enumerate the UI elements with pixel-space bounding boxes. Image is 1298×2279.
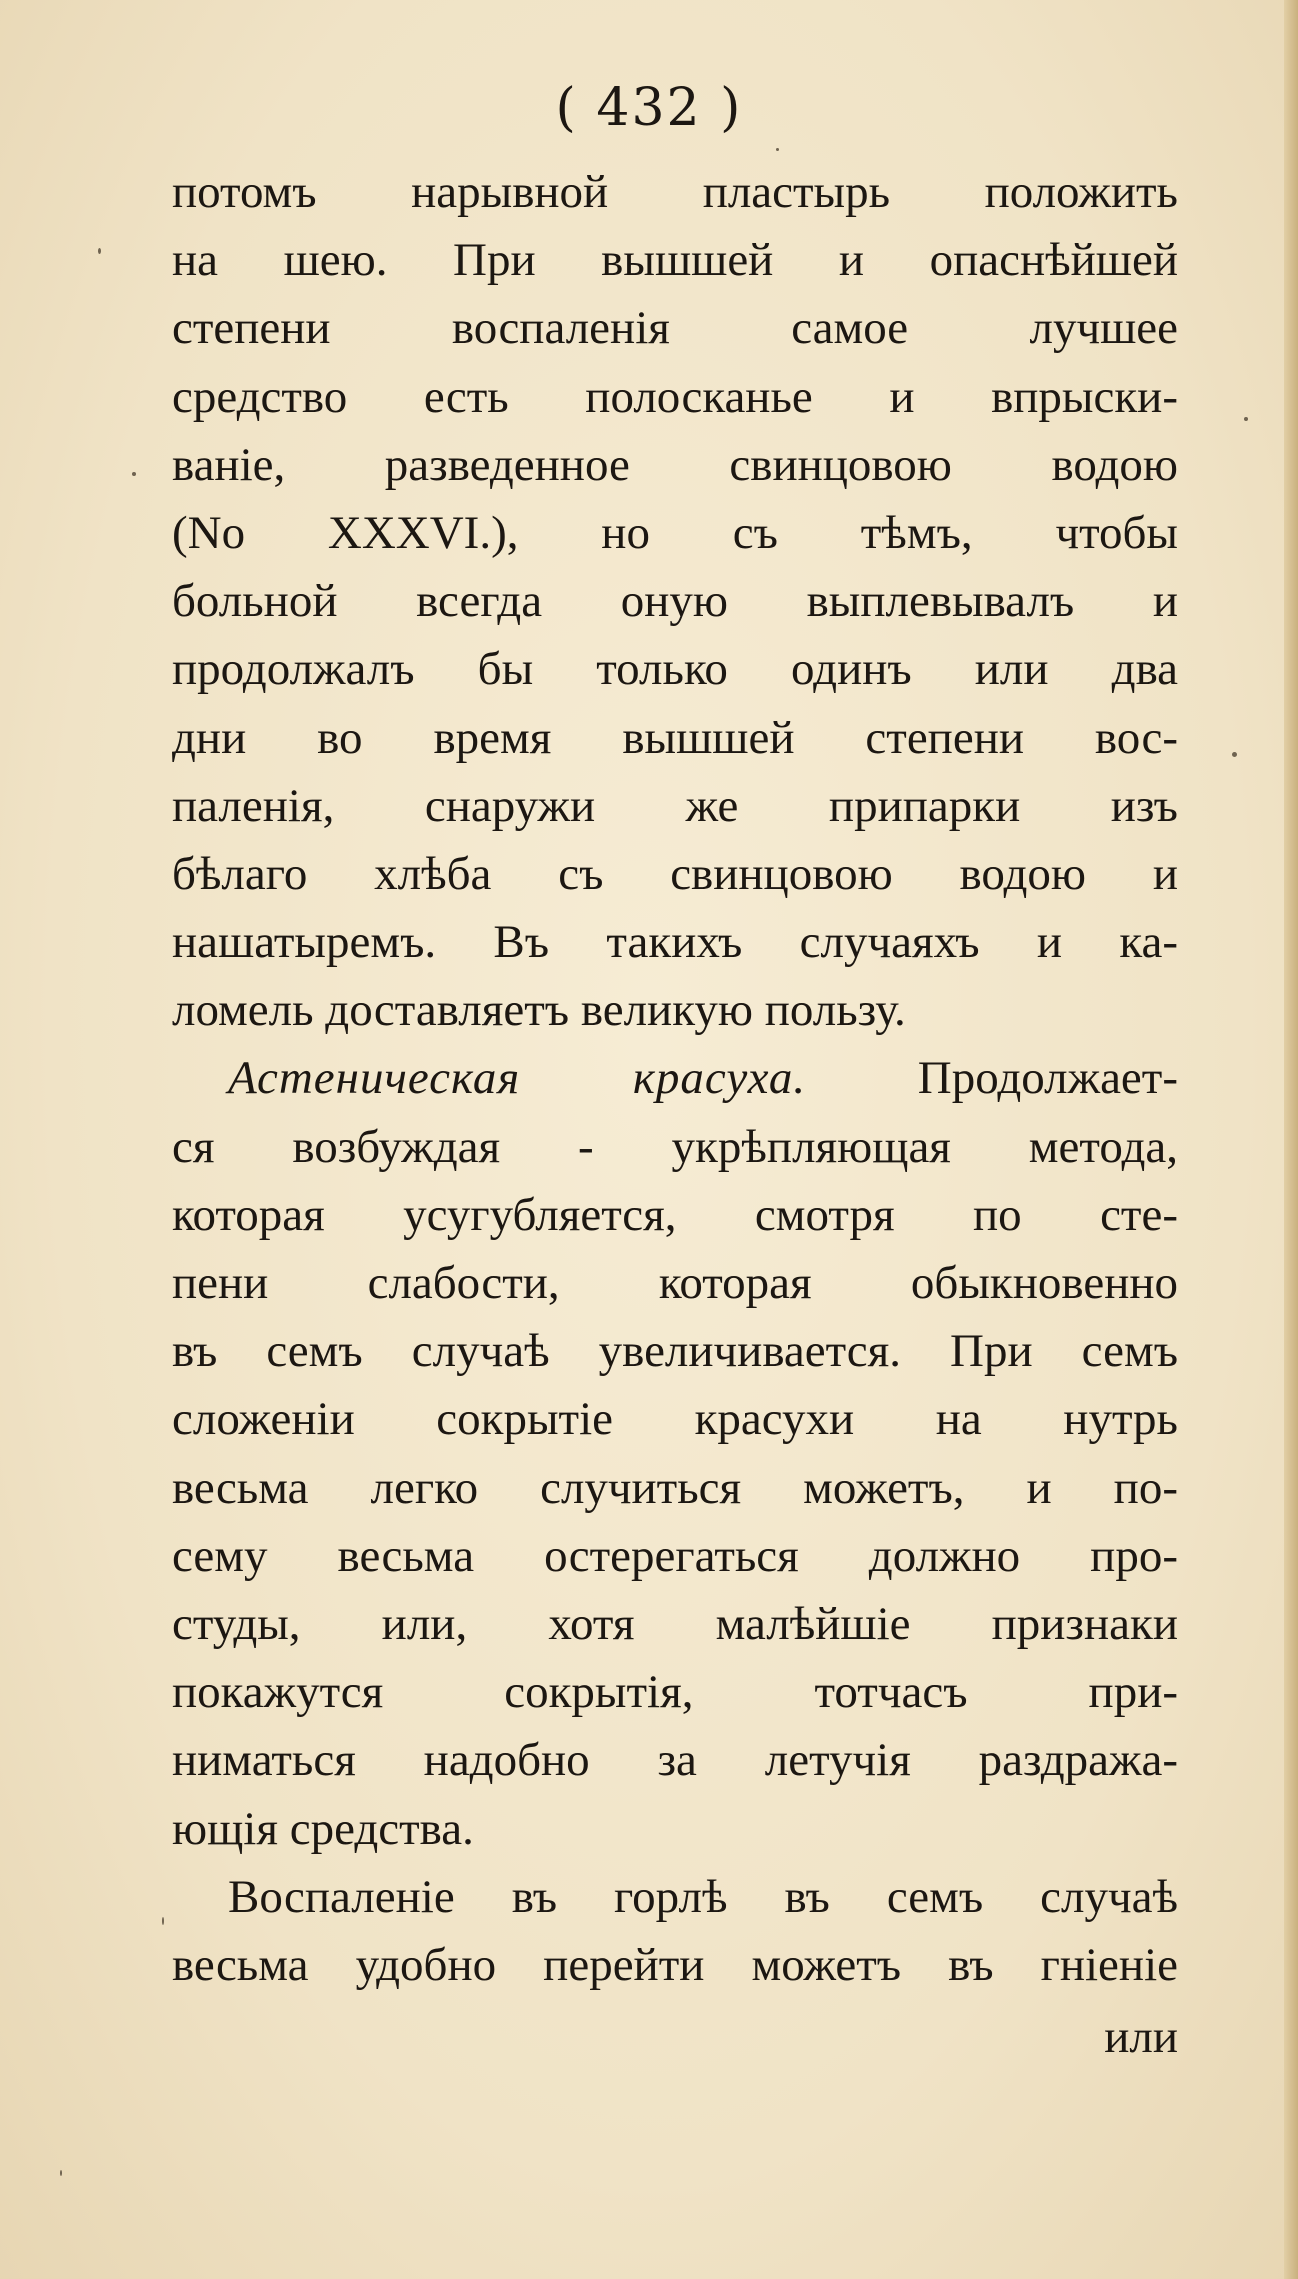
paper-speck	[1232, 752, 1237, 757]
text-line: ся возбуждая - укрѣпляющая метода,	[172, 1120, 1178, 1173]
text-line: нашатыремъ. Въ такихъ случаяхъ и ка-	[172, 916, 1178, 969]
paper-speck	[60, 2170, 62, 2176]
paper-speck	[162, 1917, 164, 1925]
text-line: весьма легко случиться можетъ, и по-	[172, 1461, 1178, 1514]
text-line: паленія, снаружи же припарки изъ	[172, 779, 1178, 832]
text-line: ющія средства.	[172, 1802, 474, 1855]
text-line: ломель доставляетъ великую пользу.	[172, 984, 906, 1037]
paper-speck	[98, 248, 101, 254]
paper-speck	[1244, 417, 1248, 421]
section-heading: Астеническая красуха.	[228, 1052, 807, 1105]
text-line: ваніе, разведенное свинцовою водою	[172, 438, 1178, 491]
text-line: студы, или, хотя малѣйшіе признаки	[172, 1597, 1178, 1650]
text-line: дни во время вышшей степени вос-	[172, 711, 1178, 764]
page-gutter	[1284, 0, 1298, 2279]
text-line: продолжалъ бы только одинъ или два	[172, 643, 1178, 696]
text-line: которая усугубляется, смотря по сте-	[172, 1188, 1178, 1241]
text-line: на шею. При вышшей и опаснѣйшей	[172, 234, 1178, 287]
text-line: сложеніи сокрытіе красухи на нутрь	[172, 1393, 1178, 1446]
catchword: или	[1104, 2011, 1178, 2064]
text-line: (No XXXVI.), но съ тѣмъ, чтобы	[172, 506, 1178, 559]
text-line: покажутся сокрытія, тотчасъ при-	[172, 1666, 1178, 1719]
text-line: потомъ нарывной пластырь положить	[172, 166, 1178, 218]
text-line: средство есть полосканье и впрыски-	[172, 370, 1178, 423]
text-line: больной всегда оную выплевывалъ и	[172, 575, 1178, 628]
text-line: сему весьма остерегаться должно про-	[172, 1529, 1178, 1582]
text-line: пени слабости, которая обыкновенно	[172, 1257, 1178, 1309]
text-line: весьма удобно перейти можетъ въ гніеніе	[172, 1938, 1178, 1991]
paper-speck	[132, 472, 136, 476]
page-number: ( 432 )	[555, 78, 743, 138]
paragraph-first-line	[172, 1044, 1178, 1112]
text-line: степени воспаленія самое лучшее	[172, 302, 1178, 355]
text-line: въ семъ случаѣ увеличивается. При семъ	[172, 1325, 1178, 1378]
paragraph-first-line: Воспаленіе въ горлѣ въ семъ случаѣ	[228, 1870, 1178, 1923]
page-text	[172, 158, 1178, 2071]
text-fragment: Продолжает-	[917, 1052, 1178, 1105]
text-line: ниматься надобно за летучія раздража-	[172, 1734, 1178, 1787]
paper-speck	[776, 148, 779, 151]
text-line: бѣлаго хлѣба съ свинцовою водою и	[172, 847, 1178, 900]
